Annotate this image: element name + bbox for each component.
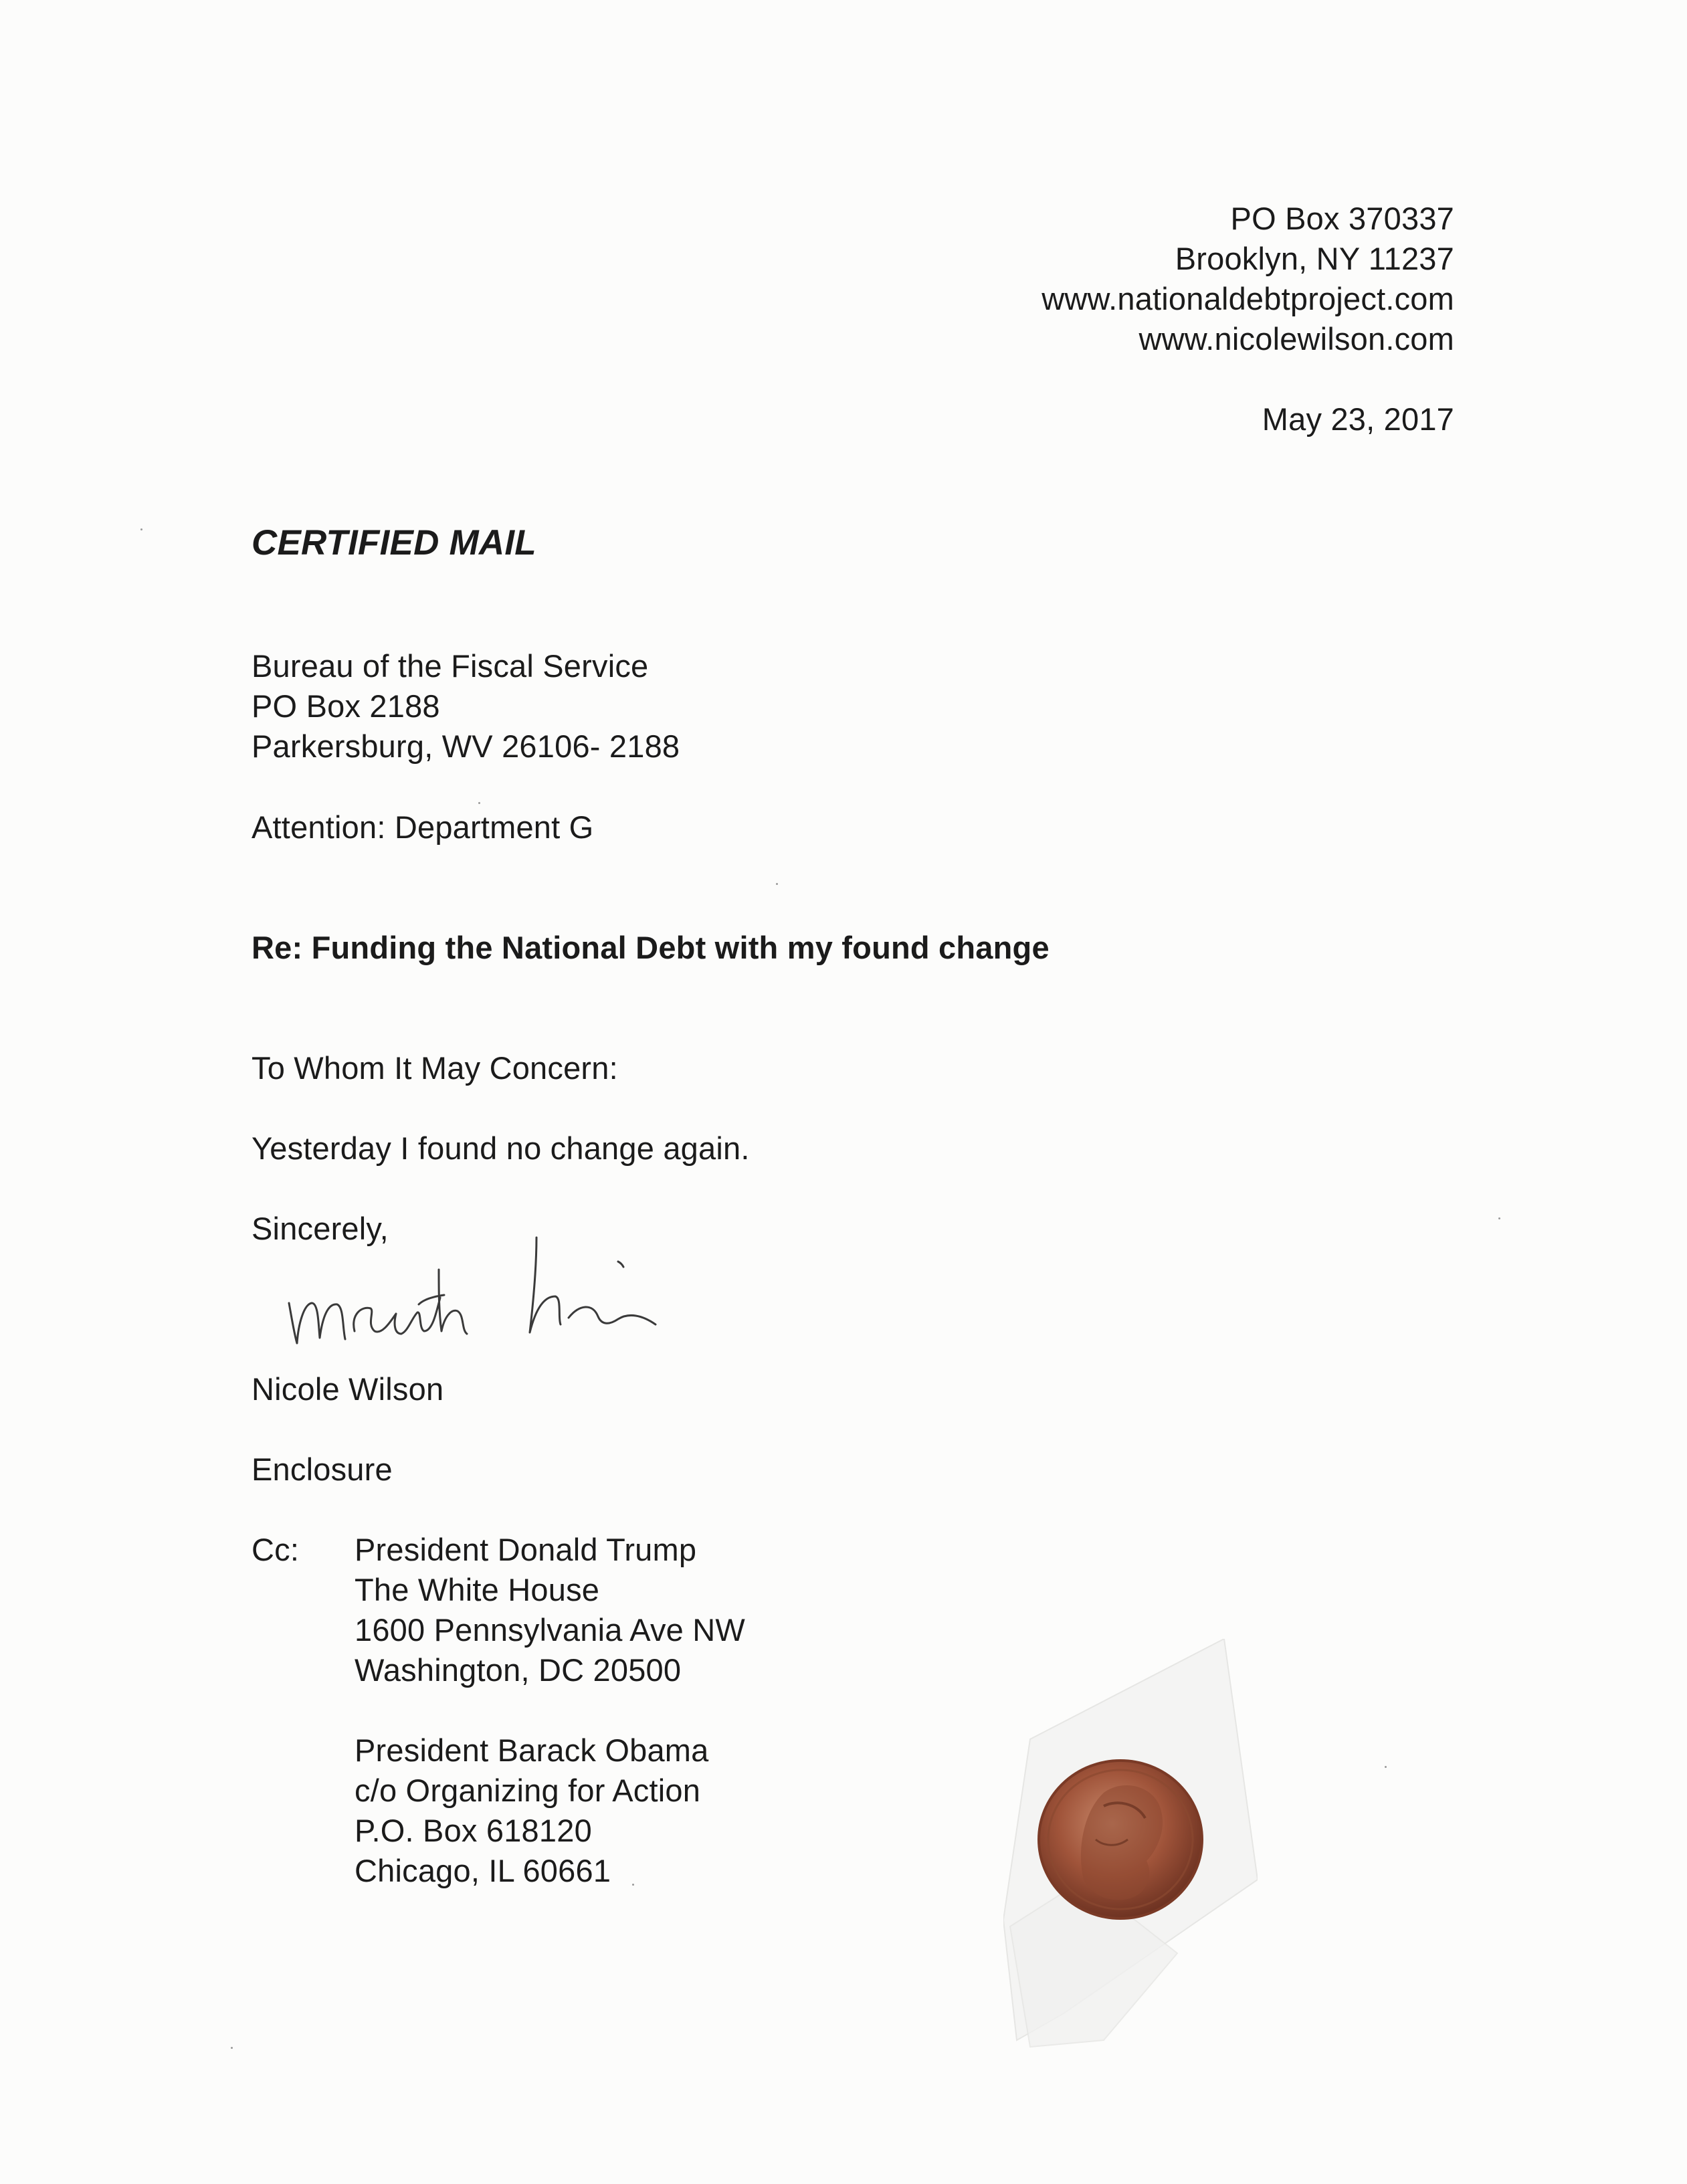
sender-website-link: www.nationaldebtproject.com: [1041, 281, 1454, 316]
paper-speck: [140, 528, 142, 530]
recipient-address-line: Parkersburg, WV 26106- 2188: [252, 728, 680, 764]
sender-address: [870, 199, 1454, 359]
cc-address-line: President Donald Trump: [355, 1532, 697, 1567]
cc-recipient: [355, 1530, 745, 1690]
paper-speck: [1498, 1217, 1500, 1219]
attention-line: Attention: Department G: [252, 809, 594, 845]
handwritten-signature: [281, 1224, 696, 1358]
letter-body: Yesterday I found no change again.: [252, 1130, 750, 1166]
paper-speck: [1385, 1766, 1387, 1768]
cc-address-line: The White House: [355, 1572, 600, 1607]
taped-penny: [1003, 1639, 1258, 2054]
cc-label: Cc:: [252, 1532, 300, 1567]
signer-name: Nicole Wilson: [252, 1371, 444, 1407]
sender-website-link: www.nicolewilson.com: [1138, 321, 1454, 357]
paper-speck: [776, 883, 778, 885]
paper-speck: [478, 802, 480, 804]
cc-address-line: Washington, DC 20500: [355, 1652, 682, 1688]
cc-address-line: Chicago, IL 60661: [355, 1853, 611, 1888]
sender-address-line: Brooklyn, NY 11237: [1175, 241, 1454, 276]
cc-address-line: 1600 Pennsylvania Ave NW: [355, 1612, 745, 1648]
delivery-method: CERTIFIED MAIL: [252, 523, 536, 563]
recipient-address: [252, 646, 680, 767]
subject-line: Re: Funding the National Debt with my found change: [252, 930, 1050, 965]
cc-address-line: President Barack Obama: [355, 1732, 709, 1768]
recipient-address-line: Bureau of the Fiscal Service: [252, 648, 649, 684]
salutation: To Whom It May Concern:: [252, 1050, 618, 1086]
closing: Sincerely,: [252, 1211, 389, 1246]
letter-date: May 23, 2017: [1262, 401, 1454, 437]
recipient-address-line: PO Box 2188: [252, 688, 440, 724]
sender-address-line: PO Box 370337: [1230, 201, 1454, 236]
cc-address-line: P.O. Box 618120: [355, 1813, 592, 1848]
enclosure-note: Enclosure: [252, 1452, 393, 1487]
cc-recipient: [355, 1730, 708, 1891]
paper-speck: [632, 1884, 634, 1886]
paper-speck: [231, 2047, 233, 2049]
cc-address-line: c/o Organizing for Action: [355, 1773, 701, 1808]
